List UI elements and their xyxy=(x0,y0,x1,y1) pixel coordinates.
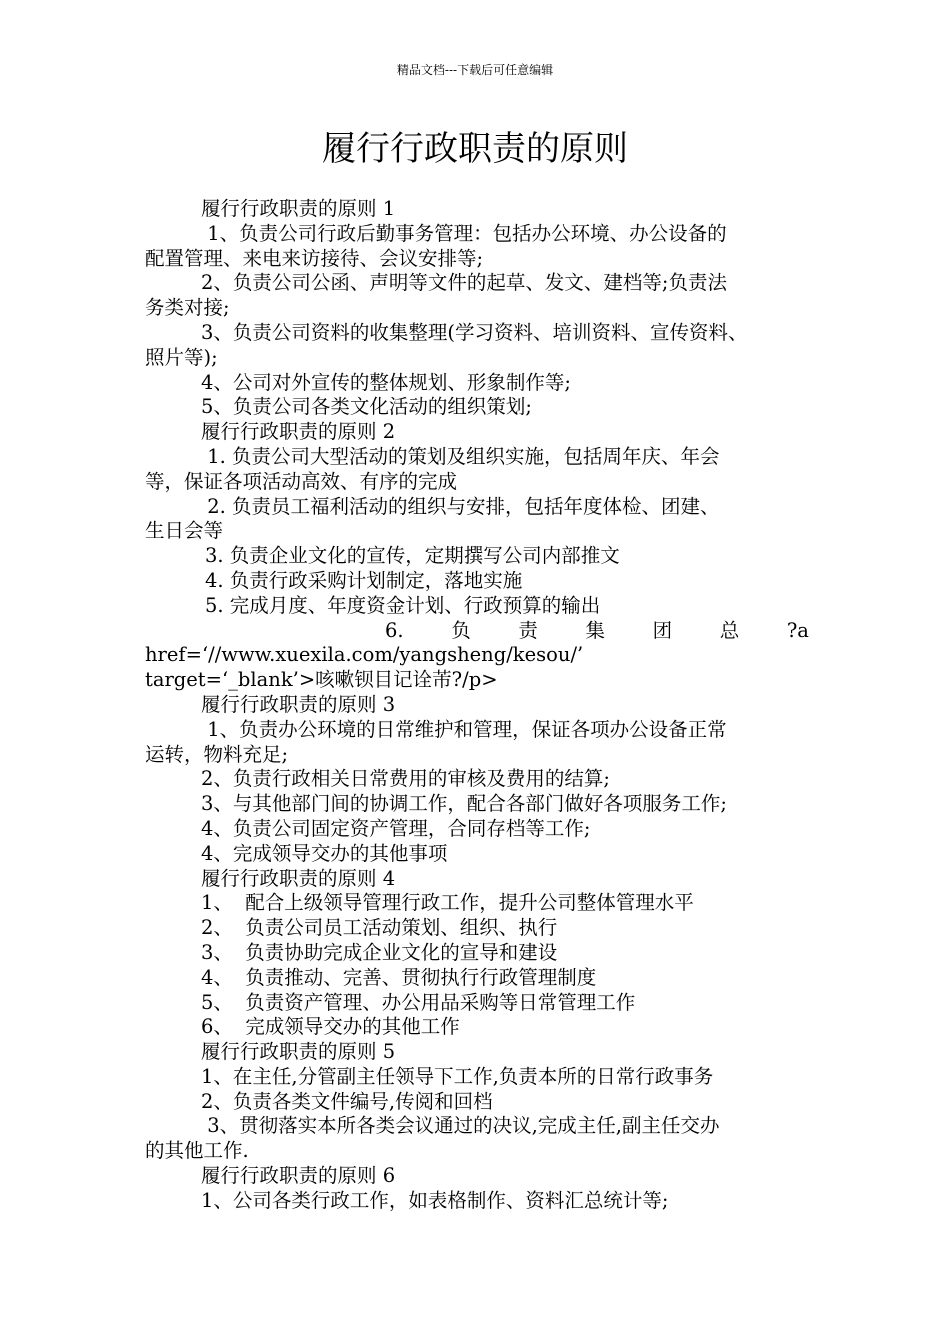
document-title: 履行行政职责的原则 xyxy=(322,129,628,169)
paragraph-line: 4、公司对外宣传的整体规划、形象制作等; xyxy=(201,370,571,394)
paragraph-line: 运转，物料充足; xyxy=(145,742,289,766)
justified-paragraph-line xyxy=(145,619,815,644)
justified-word: ?a xyxy=(786,618,809,642)
paragraph-line: 4、负责公司固定资产管理，合同存档等工作; xyxy=(201,816,591,840)
paragraph-line: 4、完成领导交办的其他事项 xyxy=(201,841,448,865)
paragraph-line: 等，保证各项活动高效、有序的完成 xyxy=(145,469,458,493)
paragraph-line: 5. 完成月度、年度资金计划、行政预算的输出 xyxy=(205,593,601,617)
justified-word: 团 xyxy=(652,618,673,642)
paragraph-line: 生日会等 xyxy=(145,519,224,543)
paragraph-line: 2、负责公司公函、声明等文件的起草、发文、建档等;负责法 xyxy=(201,271,727,295)
paragraph-line: 3、与其他部门间的协调工作，配合各部门做好各项服务工作; xyxy=(201,792,727,816)
paragraph-line: 3、负责公司资料的收集整理(学习资料、培训资料、宣传资料、 xyxy=(201,320,748,344)
paragraph-line: 1、 配合上级领导管理行政工作，提升公司整体管理水平 xyxy=(201,891,694,915)
page-header: 精品文档---下载后可任意编辑 xyxy=(396,63,554,77)
paragraph-line: 3、 负责协助完成企业文化的宣导和建设 xyxy=(201,940,558,964)
paragraph-line: 2、 负责公司员工活动策划、组织、执行 xyxy=(201,916,558,940)
paragraph-line: 3. 负责企业文化的宣传，定期撰写公司内部推文 xyxy=(205,544,620,568)
section-heading: 履行行政职责的原则 1 xyxy=(201,197,396,220)
document-body xyxy=(145,197,815,1214)
section-heading: 履行行政职责的原则 3 xyxy=(201,692,396,716)
paragraph-line: href=‘//www.xuexila.com/yangsheng/kesou/’ xyxy=(145,643,584,667)
paragraph-line: 1、在主任,分管副主任领导下工作,负责本所的日常行政事务 xyxy=(201,1064,714,1088)
paragraph-line: target=‘_blank’>咳嗽钡目记诠芾?/p> xyxy=(145,668,498,692)
paragraph-line: 4. 负责行政采购计划制定，落地实施 xyxy=(205,568,523,592)
paragraph-line: 1. 负责公司大型活动的策划及组织实施，包括周年庆、年会 xyxy=(201,444,720,468)
paragraph-line: 2. 负责员工福利活动的组织与安排，包括年度体检、团建、 xyxy=(201,494,720,518)
paragraph-line: 照片等); xyxy=(145,345,218,369)
section-heading: 履行行政职责的原则 5 xyxy=(201,1040,396,1064)
justified-word: 6. xyxy=(385,618,404,642)
paragraph-line: 6、 完成领导交办的其他工作 xyxy=(201,1015,460,1039)
paragraph-line: 1、负责办公环境的日常维护和管理，保证各项办公设备正常 xyxy=(201,717,727,741)
paragraph-line: 1、负责公司行政后勤事务管理：包括办公环境、办公设备的 xyxy=(201,221,727,245)
paragraph-line: 1、公司各类行政工作，如表格制作、资料汇总统计等; xyxy=(201,1188,669,1212)
paragraph-line: 5、 负责资产管理、办公用品采购等日常管理工作 xyxy=(201,990,636,1014)
section-heading: 履行行政职责的原则 2 xyxy=(201,420,396,444)
paragraph-line: 的其他工作. xyxy=(145,1139,249,1163)
justified-word: 责 xyxy=(518,618,538,642)
section-heading: 履行行政职责的原则 6 xyxy=(201,1164,396,1188)
justified-word: 集 xyxy=(585,618,605,642)
paragraph-line: 配置管理、来电来访接待、会议安排等; xyxy=(145,246,484,270)
justified-word: 负 xyxy=(451,618,471,642)
paragraph-line: 2、负责各类文件编号,传阅和回档 xyxy=(201,1089,493,1113)
justified-word: 总 xyxy=(719,618,740,642)
paragraph-line: 务类对接; xyxy=(145,296,230,320)
paragraph-line: 5、负责公司各类文化活动的组织策划; xyxy=(201,395,532,419)
paragraph-line: 4、 负责推动、完善、贯彻执行行政管理制度 xyxy=(201,965,597,989)
paragraph-line: 2、负责行政相关日常费用的审核及费用的结算; xyxy=(201,767,610,791)
paragraph-line: 3、贯彻落实本所各类会议通过的决议,完成主任,副主任交办 xyxy=(201,1114,720,1138)
section-heading: 履行行政职责的原则 4 xyxy=(201,866,396,890)
